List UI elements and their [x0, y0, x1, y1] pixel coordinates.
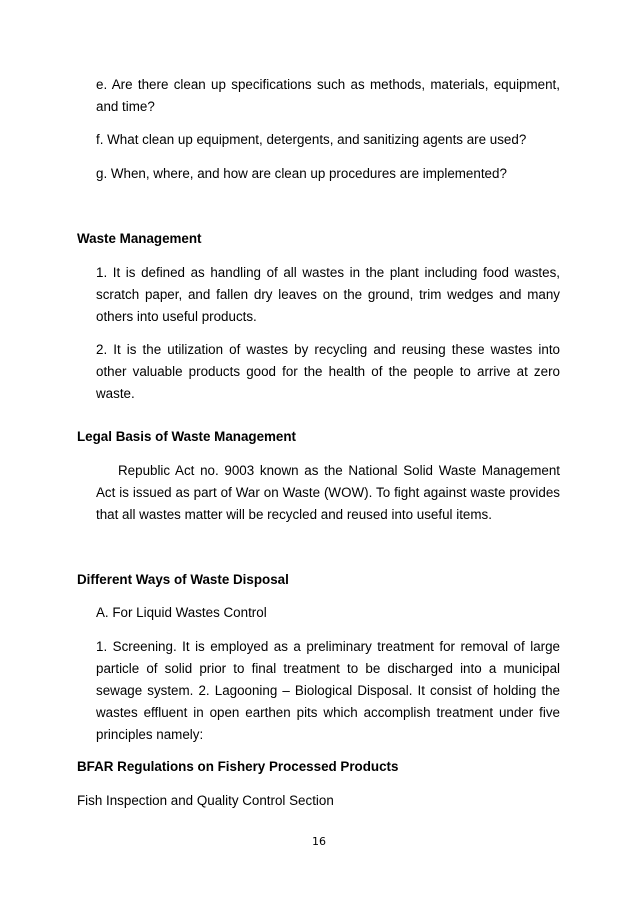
clean-up-item-e: e. Are there clean up specifications such as methods, materials, equipment, and time?	[96, 77, 560, 114]
waste-management-item-1: 1. It is defined as handling of all wastes in the plant including food wastes, scratch paper, and fallen dry leaves on the ground, trim wedges and many others into useful products.	[96, 265, 560, 324]
page-number: 16	[312, 835, 326, 848]
waste-management-item-2: 2. It is the utilization of wastes by recycling and reusing these wastes into other valuable products good for the health of the people to arrive at zero waste.	[96, 342, 560, 401]
legal-basis-heading: Legal Basis of Waste Management	[77, 429, 297, 444]
clean-up-item-f: f. What clean up equipment, detergents, and sanitizing agents are used?	[96, 132, 527, 147]
waste-disposal-heading: Different Ways of Waste Disposal	[77, 572, 289, 587]
legal-basis-body: Republic Act no. 9003 known as the National Solid Waste Management Act is issued as part of War on Waste (WOW). To fight against waste provides that all wastes matter will be recycled and reused into useful items.	[96, 463, 560, 522]
bfar-heading: BFAR Regulations on Fishery Processed Products	[77, 759, 399, 774]
fish-inspection-subheading: Fish Inspection and Quality Control Section	[77, 793, 334, 808]
clean-up-item-g: g. When, where, and how are clean up procedures are implemented?	[96, 166, 507, 181]
liquid-wastes-subheading: A. For Liquid Wastes Control	[96, 605, 267, 620]
waste-disposal-body: 1. Screening. It is employed as a preliminary treatment for removal of large particle of solid prior to final treatment to be discharged into a municipal sewage system. 2. Lagooning – Biological Disposal. It consist of holding the wastes effluent in open earthen pits which accomplish treatment under five principles namely:	[96, 639, 560, 742]
waste-management-heading: Waste Management	[77, 231, 202, 246]
